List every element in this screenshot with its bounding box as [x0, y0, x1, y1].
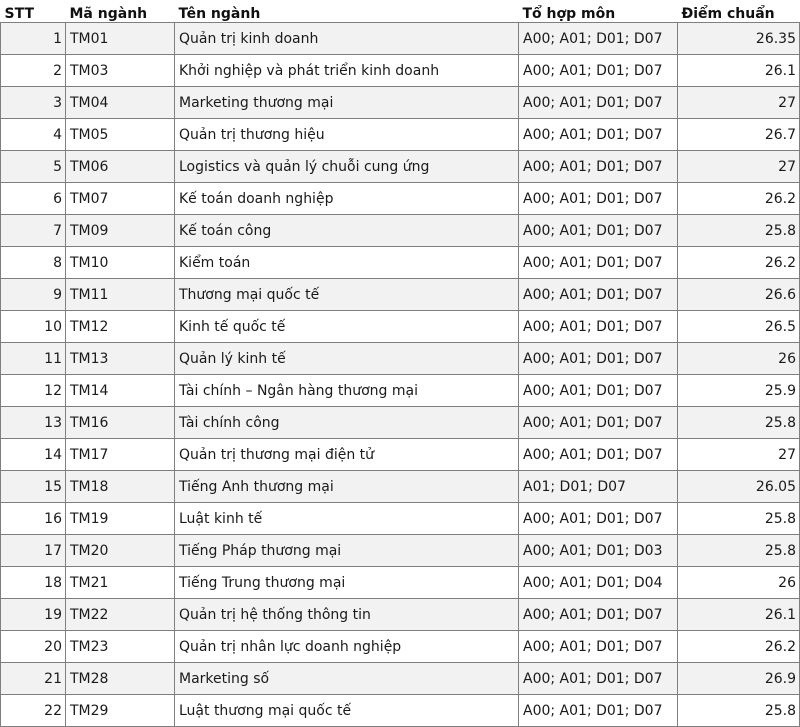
cell-ma-nganh: TM14	[66, 375, 175, 407]
cell-to-hop-mon: A00; A01; D01; D07	[519, 663, 678, 695]
cell-stt: 16	[1, 503, 66, 535]
cell-ten-nganh: Thương mại quốc tế	[175, 279, 519, 311]
cell-ten-nganh: Luật kinh tế	[175, 503, 519, 535]
cell-to-hop-mon: A00; A01; D01; D07	[519, 87, 678, 119]
cell-diem-chuan: 27	[678, 439, 800, 471]
cell-stt: 17	[1, 535, 66, 567]
cell-diem-chuan: 26.1	[678, 55, 800, 87]
cell-ten-nganh: Kiểm toán	[175, 247, 519, 279]
table-row	[1, 55, 800, 87]
cell-stt: 19	[1, 599, 66, 631]
cell-stt: 22	[1, 695, 66, 727]
cell-to-hop-mon: A00; A01; D01; D07	[519, 151, 678, 183]
cell-stt: 13	[1, 407, 66, 439]
table-row	[1, 87, 800, 119]
table-row	[1, 279, 800, 311]
table-row	[1, 343, 800, 375]
cell-diem-chuan: 26	[678, 567, 800, 599]
cell-stt: 8	[1, 247, 66, 279]
cell-to-hop-mon: A00; A01; D01; D07	[519, 503, 678, 535]
cell-to-hop-mon: A01; D01; D07	[519, 471, 678, 503]
cell-to-hop-mon: A00; A01; D01; D07	[519, 343, 678, 375]
cell-diem-chuan: 26.35	[678, 23, 800, 55]
cell-ten-nganh: Tiếng Trung thương mại	[175, 567, 519, 599]
cell-ten-nganh: Marketing thương mại	[175, 87, 519, 119]
table-row	[1, 663, 800, 695]
table-row	[1, 471, 800, 503]
cell-stt: 2	[1, 55, 66, 87]
cell-to-hop-mon: A00; A01; D01; D07	[519, 375, 678, 407]
cell-stt: 11	[1, 343, 66, 375]
cell-stt: 10	[1, 311, 66, 343]
cell-diem-chuan: 25.8	[678, 535, 800, 567]
table-row	[1, 503, 800, 535]
cell-to-hop-mon: A00; A01; D01; D03	[519, 535, 678, 567]
cell-ma-nganh: TM09	[66, 215, 175, 247]
table-row	[1, 183, 800, 215]
cell-ten-nganh: Quản trị kinh doanh	[175, 23, 519, 55]
cell-ma-nganh: TM11	[66, 279, 175, 311]
cell-diem-chuan: 26.5	[678, 311, 800, 343]
table-row	[1, 151, 800, 183]
cell-ten-nganh: Quản trị thương hiệu	[175, 119, 519, 151]
cell-stt: 1	[1, 23, 66, 55]
cell-diem-chuan: 25.9	[678, 375, 800, 407]
cell-to-hop-mon: A00; A01; D01; D07	[519, 55, 678, 87]
cell-stt: 21	[1, 663, 66, 695]
cell-diem-chuan: 27	[678, 151, 800, 183]
cell-ma-nganh: TM18	[66, 471, 175, 503]
cell-to-hop-mon: A00; A01; D01; D07	[519, 439, 678, 471]
cell-diem-chuan: 26.2	[678, 183, 800, 215]
cell-stt: 4	[1, 119, 66, 151]
cell-stt: 5	[1, 151, 66, 183]
cell-ten-nganh: Kế toán doanh nghiệp	[175, 183, 519, 215]
cell-to-hop-mon: A00; A01; D01; D07	[519, 407, 678, 439]
cell-diem-chuan: 26.05	[678, 471, 800, 503]
cell-diem-chuan: 26.2	[678, 631, 800, 663]
cell-diem-chuan: 25.8	[678, 215, 800, 247]
cell-ma-nganh: TM05	[66, 119, 175, 151]
cell-diem-chuan: 26.7	[678, 119, 800, 151]
cell-ten-nganh: Kinh tế quốc tế	[175, 311, 519, 343]
table-row	[1, 599, 800, 631]
cell-ma-nganh: TM17	[66, 439, 175, 471]
header-row	[1, 0, 800, 23]
cell-stt: 6	[1, 183, 66, 215]
cell-stt: 12	[1, 375, 66, 407]
cell-ma-nganh: TM23	[66, 631, 175, 663]
cell-to-hop-mon: A00; A01; D01; D07	[519, 183, 678, 215]
cell-ma-nganh: TM21	[66, 567, 175, 599]
table-row	[1, 375, 800, 407]
table-row	[1, 407, 800, 439]
cell-ma-nganh: TM01	[66, 23, 175, 55]
table-row	[1, 439, 800, 471]
cell-ma-nganh: TM04	[66, 87, 175, 119]
cell-to-hop-mon: A00; A01; D01; D07	[519, 311, 678, 343]
cell-ten-nganh: Quản lý kinh tế	[175, 343, 519, 375]
header-diem-chuan: Điểm chuẩn	[678, 0, 800, 23]
cell-ten-nganh: Tiếng Pháp thương mại	[175, 535, 519, 567]
table-row	[1, 215, 800, 247]
cell-ten-nganh: Marketing số	[175, 663, 519, 695]
cell-diem-chuan: 26.2	[678, 247, 800, 279]
cell-ma-nganh: TM12	[66, 311, 175, 343]
cell-diem-chuan: 26.6	[678, 279, 800, 311]
cell-stt: 3	[1, 87, 66, 119]
table-body	[1, 23, 800, 727]
cell-to-hop-mon: A00; A01; D01; D04	[519, 567, 678, 599]
cell-diem-chuan: 27	[678, 87, 800, 119]
cell-stt: 18	[1, 567, 66, 599]
table-row	[1, 535, 800, 567]
cell-ma-nganh: TM19	[66, 503, 175, 535]
cell-diem-chuan: 26.9	[678, 663, 800, 695]
cell-ma-nganh: TM28	[66, 663, 175, 695]
table-header	[1, 0, 800, 23]
cell-ma-nganh: TM16	[66, 407, 175, 439]
table-row	[1, 567, 800, 599]
cell-ten-nganh: Logistics và quản lý chuỗi cung ứng	[175, 151, 519, 183]
cell-ma-nganh: TM03	[66, 55, 175, 87]
header-stt: STT	[1, 0, 66, 23]
cell-to-hop-mon: A00; A01; D01; D07	[519, 279, 678, 311]
cell-ma-nganh: TM07	[66, 183, 175, 215]
cell-stt: 15	[1, 471, 66, 503]
cell-to-hop-mon: A00; A01; D01; D07	[519, 695, 678, 727]
table-row	[1, 695, 800, 727]
cell-ten-nganh: Luật thương mại quốc tế	[175, 695, 519, 727]
cell-to-hop-mon: A00; A01; D01; D07	[519, 23, 678, 55]
cell-diem-chuan: 25.8	[678, 407, 800, 439]
cell-to-hop-mon: A00; A01; D01; D07	[519, 247, 678, 279]
cell-ma-nganh: TM29	[66, 695, 175, 727]
table-row	[1, 119, 800, 151]
table-row	[1, 631, 800, 663]
cell-ten-nganh: Tiếng Anh thương mại	[175, 471, 519, 503]
cell-ten-nganh: Kế toán công	[175, 215, 519, 247]
header-to-hop-mon: Tổ hợp môn	[519, 0, 678, 23]
cell-diem-chuan: 25.8	[678, 695, 800, 727]
cell-diem-chuan: 26	[678, 343, 800, 375]
cell-stt: 9	[1, 279, 66, 311]
table-row	[1, 311, 800, 343]
cell-to-hop-mon: A00; A01; D01; D07	[519, 215, 678, 247]
cell-ten-nganh: Tài chính – Ngân hàng thương mại	[175, 375, 519, 407]
cell-ten-nganh: Tài chính công	[175, 407, 519, 439]
cell-ma-nganh: TM22	[66, 599, 175, 631]
cell-ma-nganh: TM10	[66, 247, 175, 279]
cell-stt: 20	[1, 631, 66, 663]
cell-to-hop-mon: A00; A01; D01; D07	[519, 599, 678, 631]
header-ma-nganh: Mã ngành	[66, 0, 175, 23]
header-ten-nganh: Tên ngành	[175, 0, 519, 23]
cell-diem-chuan: 26.1	[678, 599, 800, 631]
cell-ma-nganh: TM13	[66, 343, 175, 375]
cell-stt: 14	[1, 439, 66, 471]
cell-ma-nganh: TM20	[66, 535, 175, 567]
cell-to-hop-mon: A00; A01; D01; D07	[519, 631, 678, 663]
cell-ten-nganh: Quản trị nhân lực doanh nghiệp	[175, 631, 519, 663]
cell-ten-nganh: Quản trị thương mại điện tử	[175, 439, 519, 471]
table-row	[1, 23, 800, 55]
cell-ma-nganh: TM06	[66, 151, 175, 183]
cell-diem-chuan: 25.8	[678, 503, 800, 535]
cell-ten-nganh: Khởi nghiệp và phát triển kinh doanh	[175, 55, 519, 87]
cell-ten-nganh: Quản trị hệ thống thông tin	[175, 599, 519, 631]
cell-to-hop-mon: A00; A01; D01; D07	[519, 119, 678, 151]
cell-stt: 7	[1, 215, 66, 247]
table-row	[1, 247, 800, 279]
